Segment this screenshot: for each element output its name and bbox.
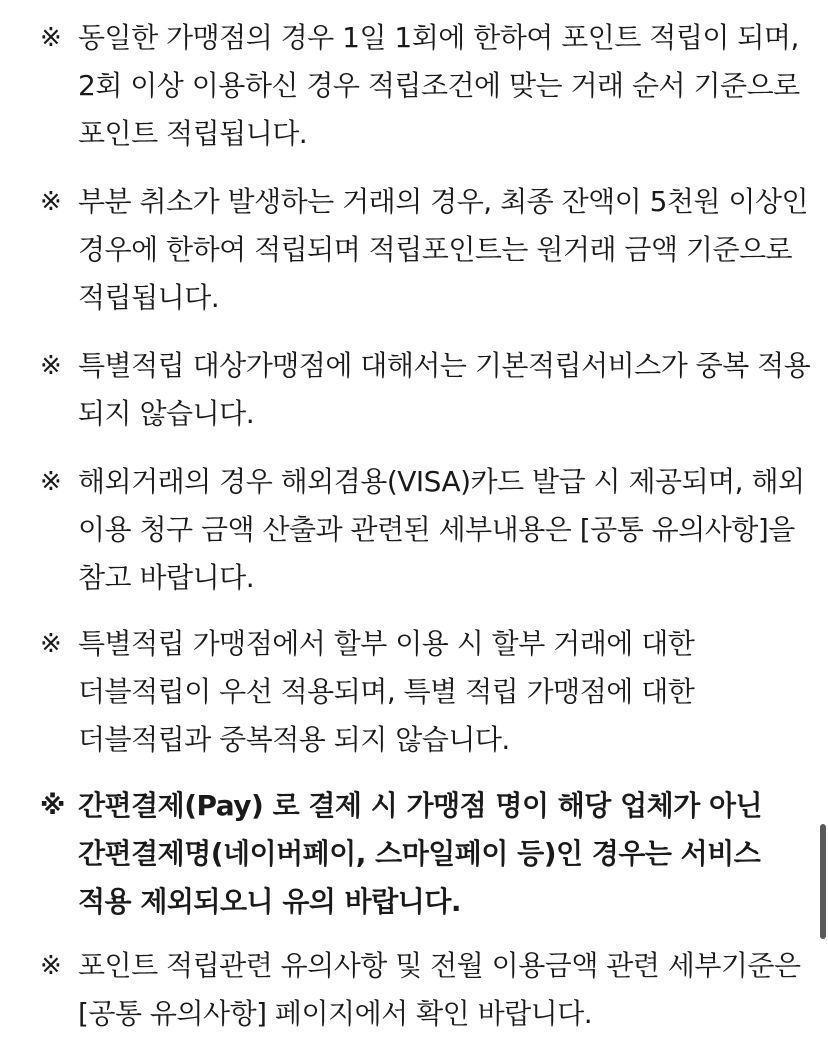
reference-mark: ※: [40, 187, 62, 217]
notice-line: 2회 이상 이용하신 경우 적립조건에 맞는 거래 순서 기준으로: [78, 69, 800, 102]
notice-line: 더블적립과 중복적용 되지 않습니다.: [78, 723, 510, 756]
notice-line: 동일한 가맹점의 경우 1일 1회에 한하여 포인트 적립이 되며,: [78, 21, 799, 54]
notice-item-installment: [0, 620, 800, 764]
notice-item-partial-cancel: [0, 178, 809, 322]
notice-line: 이용 청구 금액 산출과 관련된 세부내용은 [공통 유의사항]을: [78, 513, 795, 546]
notice-line: 간편결제명(네이버페이, 스마일페이 등)인 경우는 서비스: [78, 837, 761, 870]
notice-line: 더블적립이 우선 적용되며, 특별 적립 가맹점에 대한: [78, 675, 695, 708]
notice-line: 적용 제외되오니 유의 바랍니다.: [78, 885, 462, 918]
reference-mark: ※: [40, 791, 65, 821]
notice-item-common-notes: [0, 942, 800, 1038]
notice-item-easy-pay: [0, 782, 800, 926]
reference-mark: ※: [40, 23, 62, 53]
notice-line: 특별적립 대상가맹점에 대해서는 기본적립서비스가 중복 적용: [78, 349, 811, 382]
notice-line: [공통 유의사항] 페이지에서 확인 바랍니다.: [78, 997, 593, 1030]
notice-item-special-merchant: [0, 342, 811, 438]
notice-line: 포인트 적립됩니다.: [78, 117, 308, 150]
notice-item-overseas: [0, 458, 805, 602]
reference-mark: ※: [40, 467, 62, 497]
notice-item-same-merchant: [0, 14, 800, 158]
notice-line: 간편결제(Pay) 로 결제 시 가맹점 명이 해당 업체가 아닌: [78, 789, 763, 822]
reference-mark: ※: [40, 951, 62, 981]
notice-line: 경우에 한하여 적립되며 적립포인트는 원거래 금액 기준으로: [78, 233, 793, 266]
scrollbar[interactable]: [820, 824, 826, 939]
notice-line: 포인트 적립관련 유의사항 및 전월 이용금액 관련 세부기준은: [78, 949, 801, 982]
notice-line: 되지 않습니다.: [78, 397, 255, 430]
notice-line: 해외거래의 경우 해외겸용(VISA)카드 발급 시 제공되며, 해외: [78, 465, 805, 498]
reference-mark: ※: [40, 629, 62, 659]
reference-mark: ※: [40, 351, 62, 381]
notice-list: [0, 14, 811, 1058]
notice-line: 참고 바랍니다.: [78, 561, 255, 594]
notice-line: 부분 취소가 발생하는 거래의 경우, 최종 잔액이 5천원 이상인: [78, 185, 809, 218]
notice-line: 적립됩니다.: [78, 281, 220, 314]
notice-line: 특별적립 가맹점에서 할부 이용 시 할부 거래에 대한: [78, 627, 695, 660]
